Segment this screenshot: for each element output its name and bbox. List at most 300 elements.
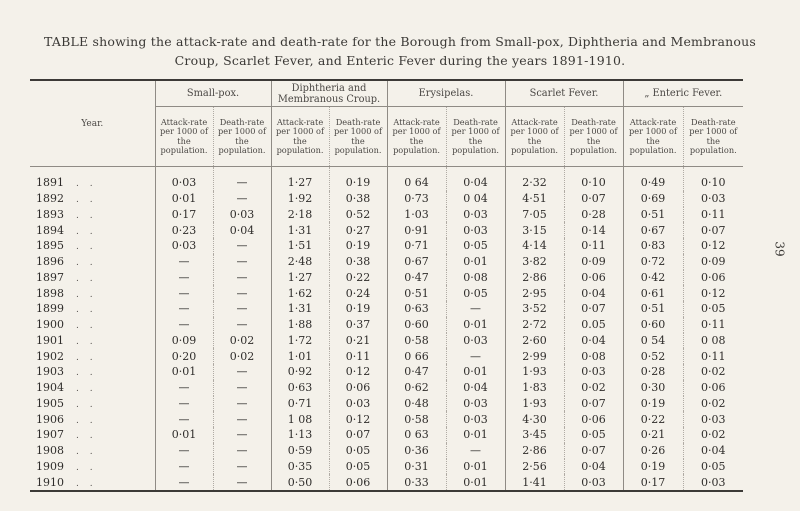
smallpox-death-rate-cell: — [213,396,271,412]
diphtheria-death-rate-cell: 0·05 [329,443,387,459]
leader-dots: . . [76,462,97,473]
erysipelas-attack-rate-cell: 0·91 [387,222,446,238]
leader-dots: . . [76,195,97,206]
diphtheria-attack-rate-cell: 1·01 [271,348,329,364]
scarlet-fever-death-rate-cell: 0·07 [564,443,623,459]
smallpox-attack-rate-cell: 0·03 [155,167,213,191]
enteric-fever-death-rate-cell: 0·05 [683,459,743,475]
table-row [30,238,743,254]
erysipelas-attack-rate-cell: 0 63 [387,427,446,443]
group-header-diphtheria: Diphtheria and Membranous Croup. [271,80,387,107]
smallpox-attack-rate-cell: 0·09 [155,333,213,349]
erysipelas-death-rate-cell: — [446,443,505,459]
leader-dots: . . [76,478,97,489]
smallpox-attack-rate-cell: 0·23 [155,222,213,238]
table-row [30,207,743,223]
erysipelas-attack-rate-cell: 0·62 [387,380,446,396]
table-header [30,80,743,167]
scarlet-fever-attack-rate-cell: 3·82 [505,254,564,270]
leader-dots: . . [76,352,97,363]
scarlet-fever-death-rate-cell: 0.05 [564,317,623,333]
smallpox-death-rate-cell: — [213,285,271,301]
enteric-fever-attack-rate-cell: 0·17 [623,474,683,491]
scarlet-fever-death-rate-cell: 0·14 [564,222,623,238]
diphtheria-attack-rate-cell: 0·50 [271,474,329,491]
table-row [30,459,743,475]
diphtheria-death-rate-cell: 0·19 [329,301,387,317]
scarlet-fever-death-rate-cell: 0·03 [564,474,623,491]
year-cell [30,427,155,443]
table-row [30,317,743,333]
table-row [30,285,743,301]
scarlet-fever-death-rate-cell: 0·04 [564,459,623,475]
diphtheria-death-rate-cell: 0·06 [329,380,387,396]
diphtheria-death-rate-cell: 0·21 [329,333,387,349]
smallpox-death-rate-cell: — [213,474,271,491]
enteric-fever-attack-rate-cell: 0·52 [623,348,683,364]
enteric-fever-attack-rate-cell: 0·22 [623,411,683,427]
group-header-enteric-fever: „ Enteric Fever. [623,80,743,107]
year-cell [30,333,155,349]
year-value: 1904 [36,381,64,395]
diphtheria-attack-rate-cell: 1·13 [271,427,329,443]
enteric-fever-death-rate-cell: 0·11 [683,317,743,333]
erysipelas-attack-rate-cell: 0·67 [387,254,446,270]
erysipelas-attack-rate-header: Attack-rate per 1000 of the population. [387,107,446,167]
smallpox-attack-rate-cell: — [155,459,213,475]
scarlet-fever-attack-rate-cell: 2·99 [505,348,564,364]
diphtheria-death-rate-cell: 0·07 [329,427,387,443]
erysipelas-death-rate-cell: 0·04 [446,380,505,396]
erysipelas-death-rate-cell: 0·03 [446,207,505,223]
scarlet-fever-attack-rate-header: Attack-rate per 1000 of the population. [505,107,564,167]
smallpox-death-rate-cell: — [213,238,271,254]
group-header-scarlet-fever: Scarlet Fever. [505,80,623,107]
diphtheria-attack-rate-cell: 1·62 [271,285,329,301]
table-row [30,364,743,380]
erysipelas-attack-rate-cell: 0 64 [387,167,446,191]
enteric-fever-attack-rate-cell: 0·61 [623,285,683,301]
leader-dots: . . [76,179,97,190]
year-cell [30,301,155,317]
year-cell [30,474,155,491]
enteric-fever-attack-rate-cell: 0·60 [623,317,683,333]
smallpox-death-rate-cell: — [213,427,271,443]
diphtheria-attack-rate-header: Attack-rate per 1000 of the population. [271,107,329,167]
enteric-fever-death-rate-cell: 0·03 [683,191,743,207]
smallpox-attack-rate-cell: — [155,317,213,333]
table-row [30,427,743,443]
erysipelas-attack-rate-cell: 0·63 [387,301,446,317]
table-row [30,348,743,364]
smallpox-death-rate-cell: — [213,411,271,427]
erysipelas-attack-rate-cell: 1·03 [387,207,446,223]
enteric-fever-death-rate-cell: 0·03 [683,411,743,427]
erysipelas-death-rate-cell: 0·01 [446,459,505,475]
scarlet-fever-death-rate-cell: 0·07 [564,396,623,412]
enteric-fever-death-rate-cell: 0·02 [683,396,743,412]
erysipelas-attack-rate-cell: 0·58 [387,411,446,427]
table-row [30,191,743,207]
erysipelas-death-rate-cell: 0·01 [446,317,505,333]
enteric-fever-attack-rate-cell: 0·69 [623,191,683,207]
enteric-fever-death-rate-cell: 0·06 [683,380,743,396]
enteric-fever-death-rate-cell: 0·06 [683,270,743,286]
diphtheria-death-rate-cell: 0·03 [329,396,387,412]
year-value: 1899 [36,302,64,316]
scarlet-fever-death-rate-cell: 0·04 [564,333,623,349]
year-value: 1909 [36,459,64,473]
scarlet-fever-death-rate-cell: 0·10 [564,167,623,191]
table-row [30,411,743,427]
smallpox-attack-rate-header: Attack-rate per 1000 of the population. [155,107,213,167]
year-cell [30,191,155,207]
smallpox-death-rate-cell: — [213,270,271,286]
scarlet-fever-death-rate-cell: 0·09 [564,254,623,270]
smallpox-attack-rate-cell: 0·20 [155,348,213,364]
leader-dots: . . [76,226,97,237]
diphtheria-attack-rate-cell: 0·63 [271,380,329,396]
year-value: 1907 [36,428,64,442]
enteric-fever-attack-rate-cell: 0·19 [623,459,683,475]
year-value: 1895 [36,239,64,253]
enteric-fever-death-rate-cell: 0·04 [683,443,743,459]
leader-dots: . . [76,305,97,316]
erysipelas-death-rate-cell: 0·08 [446,270,505,286]
year-cell [30,317,155,333]
leader-dots: . . [76,431,97,442]
year-value: 1894 [36,223,64,237]
diphtheria-death-rate-cell: 0·05 [329,459,387,475]
diphtheria-death-rate-cell: 0·52 [329,207,387,223]
caption-line-2: Croup, Scarlet Fever, and Enteric Fever during the years 1891-1910. [174,53,626,68]
scarlet-fever-death-rate-cell: 0·02 [564,380,623,396]
year-cell [30,285,155,301]
erysipelas-attack-rate-cell: 0·33 [387,474,446,491]
leader-dots: . . [76,273,97,284]
erysipelas-death-rate-cell: 0·01 [446,474,505,491]
enteric-fever-death-rate-cell: 0·12 [683,238,743,254]
scarlet-fever-attack-rate-cell: 2·86 [505,270,564,286]
leader-dots: . . [76,321,97,332]
diphtheria-death-rate-cell: 0·06 [329,474,387,491]
table-row [30,443,743,459]
scarlet-fever-death-rate-cell: 0·28 [564,207,623,223]
erysipelas-death-rate-header: Death-rate per 1000 of the population. [446,107,505,167]
diphtheria-death-rate-cell: 0·38 [329,254,387,270]
scarlet-fever-attack-rate-cell: 1·93 [505,396,564,412]
group-header-row [30,80,743,107]
scarlet-fever-attack-rate-cell: 2·95 [505,285,564,301]
leader-dots: . . [76,242,97,253]
year-value: 1892 [36,192,64,206]
enteric-fever-death-rate-cell: 0·07 [683,222,743,238]
diphtheria-death-rate-cell: 0·12 [329,411,387,427]
enteric-fever-death-rate-cell: 0·10 [683,167,743,191]
leader-dots: . . [76,289,97,300]
erysipelas-attack-rate-cell: 0·51 [387,285,446,301]
year-value: 1905 [36,396,64,410]
year-value: 1908 [36,444,64,458]
erysipelas-death-rate-cell: 0·03 [446,396,505,412]
year-value: 1903 [36,365,64,379]
smallpox-death-rate-cell: 0·02 [213,333,271,349]
leader-dots: . . [76,415,97,426]
year-cell [30,348,155,364]
scarlet-fever-attack-rate-cell: 1·41 [505,474,564,491]
diphtheria-attack-rate-cell: 0·59 [271,443,329,459]
scarlet-fever-attack-rate-cell: 4·51 [505,191,564,207]
scarlet-fever-death-rate-cell: 0·05 [564,427,623,443]
diphtheria-death-rate-cell: 0·24 [329,285,387,301]
smallpox-death-rate-cell: — [213,364,271,380]
scarlet-fever-attack-rate-cell: 7·05 [505,207,564,223]
smallpox-attack-rate-cell: — [155,396,213,412]
enteric-fever-attack-rate-cell: 0 54 [623,333,683,349]
year-column-header: Year. [30,80,155,167]
enteric-fever-attack-rate-cell: 0·67 [623,222,683,238]
diphtheria-attack-rate-cell: 1·92 [271,191,329,207]
scarlet-fever-death-rate-cell: 0·03 [564,364,623,380]
smallpox-attack-rate-cell: 0·01 [155,364,213,380]
diphtheria-death-rate-cell: 0·38 [329,191,387,207]
enteric-fever-attack-rate-cell: 0·51 [623,301,683,317]
enteric-fever-death-rate-cell: 0·11 [683,348,743,364]
smallpox-death-rate-cell: — [213,443,271,459]
diphtheria-attack-rate-cell: 0·92 [271,364,329,380]
scarlet-fever-attack-rate-cell: 3·45 [505,427,564,443]
year-cell [30,364,155,380]
enteric-fever-death-rate-cell: 0·02 [683,364,743,380]
erysipelas-death-rate-cell: 0·03 [446,411,505,427]
year-value: 1893 [36,207,64,221]
year-cell [30,411,155,427]
scarlet-fever-attack-rate-cell: 4·14 [505,238,564,254]
smallpox-death-rate-cell: — [213,167,271,191]
table-row [30,396,743,412]
erysipelas-attack-rate-cell: 0 66 [387,348,446,364]
enteric-fever-attack-rate-cell: 0·72 [623,254,683,270]
enteric-fever-attack-rate-cell: 0·19 [623,396,683,412]
year-value: 1891 [36,176,64,190]
table-row [30,474,743,491]
scarlet-fever-death-rate-header: Death-rate per 1000 of the population. [564,107,623,167]
smallpox-attack-rate-cell: — [155,270,213,286]
enteric-fever-death-rate-cell: 0·03 [683,474,743,491]
erysipelas-attack-rate-cell: 0·48 [387,396,446,412]
diphtheria-attack-rate-cell: 0·35 [271,459,329,475]
erysipelas-attack-rate-cell: 0·47 [387,364,446,380]
smallpox-attack-rate-cell: 0·01 [155,427,213,443]
diphtheria-attack-rate-cell: 1 08 [271,411,329,427]
diphtheria-attack-rate-cell: 1·27 [271,270,329,286]
table-body [30,167,743,492]
enteric-fever-attack-rate-cell: 0·83 [623,238,683,254]
erysipelas-attack-rate-cell: 0·73 [387,191,446,207]
diphtheria-attack-rate-cell: 1·31 [271,222,329,238]
erysipelas-attack-rate-cell: 0·60 [387,317,446,333]
table-row [30,254,743,270]
erysipelas-attack-rate-cell: 0·58 [387,333,446,349]
smallpox-attack-rate-cell: — [155,474,213,491]
erysipelas-death-rate-cell: 0·01 [446,427,505,443]
year-cell [30,270,155,286]
scarlet-fever-attack-rate-cell: 2·32 [505,167,564,191]
smallpox-death-rate-cell: — [213,459,271,475]
scarlet-fever-attack-rate-cell: 4·30 [505,411,564,427]
year-value: 1900 [36,318,64,332]
enteric-fever-death-rate-cell: 0·02 [683,427,743,443]
enteric-fever-attack-rate-cell: 0·21 [623,427,683,443]
smallpox-death-rate-cell: 0·04 [213,222,271,238]
leader-dots: . . [76,336,97,347]
erysipelas-death-rate-cell: 0·03 [446,333,505,349]
enteric-fever-attack-rate-cell: 0·42 [623,270,683,286]
leader-dots: . . [76,384,97,395]
leader-dots: . . [76,368,97,379]
smallpox-death-rate-cell: — [213,254,271,270]
erysipelas-death-rate-cell: — [446,348,505,364]
smallpox-attack-rate-cell: 0·01 [155,191,213,207]
erysipelas-death-rate-cell: 0·01 [446,254,505,270]
diphtheria-attack-rate-cell: 1·88 [271,317,329,333]
smallpox-death-rate-cell: — [213,380,271,396]
erysipelas-attack-rate-cell: 0·71 [387,238,446,254]
table-row [30,333,743,349]
erysipelas-death-rate-cell: 0·05 [446,285,505,301]
erysipelas-attack-rate-cell: 0·47 [387,270,446,286]
scarlet-fever-attack-rate-cell: 3·52 [505,301,564,317]
enteric-fever-death-rate-cell: 0·05 [683,301,743,317]
smallpox-attack-rate-cell: — [155,285,213,301]
smallpox-attack-rate-cell: — [155,443,213,459]
scarlet-fever-attack-rate-cell: 2·86 [505,443,564,459]
enteric-fever-death-rate-cell: 0·09 [683,254,743,270]
table-row [30,301,743,317]
erysipelas-death-rate-cell: 0·01 [446,364,505,380]
table-row [30,222,743,238]
table-row [30,167,743,191]
scarlet-fever-death-rate-cell: 0·06 [564,411,623,427]
diphtheria-death-rate-header: Death-rate per 1000 of the population. [329,107,387,167]
year-cell [30,459,155,475]
scarlet-fever-death-rate-cell: 0·08 [564,348,623,364]
enteric-fever-attack-rate-cell: 0·28 [623,364,683,380]
diphtheria-death-rate-cell: 0·27 [329,222,387,238]
smallpox-attack-rate-cell: — [155,254,213,270]
erysipelas-death-rate-cell: — [446,301,505,317]
year-value: 1901 [36,333,64,347]
enteric-fever-attack-rate-header: Attack-rate per 1000 of the population. [623,107,683,167]
erysipelas-death-rate-cell: 0·03 [446,222,505,238]
rates-table [30,79,743,492]
scarlet-fever-death-rate-cell: 0·04 [564,285,623,301]
diphtheria-attack-rate-cell: 1·31 [271,301,329,317]
scarlet-fever-attack-rate-cell: 2·60 [505,333,564,349]
enteric-fever-death-rate-header: Death-rate per 1000 of the population. [683,107,743,167]
smallpox-death-rate-cell: — [213,191,271,207]
scarlet-fever-death-rate-cell: 0·07 [564,191,623,207]
year-value: 1897 [36,270,64,284]
leader-dots: . . [76,210,97,221]
enteric-fever-death-rate-cell: 0 08 [683,333,743,349]
erysipelas-death-rate-cell: 0 04 [446,191,505,207]
year-cell [30,254,155,270]
diphtheria-death-rate-cell: 0·12 [329,364,387,380]
enteric-fever-death-rate-cell: 0·11 [683,207,743,223]
scarlet-fever-attack-rate-cell: 3·15 [505,222,564,238]
diphtheria-death-rate-cell: 0·11 [329,348,387,364]
smallpox-death-rate-cell: 0·02 [213,348,271,364]
smallpox-death-rate-cell: — [213,301,271,317]
year-cell [30,222,155,238]
erysipelas-death-rate-cell: 0·05 [446,238,505,254]
year-cell [30,238,155,254]
scarlet-fever-death-rate-cell: 0·11 [564,238,623,254]
erysipelas-attack-rate-cell: 0·36 [387,443,446,459]
smallpox-death-rate-header: Death-rate per 1000 of the population. [213,107,271,167]
diphtheria-attack-rate-cell: 1·27 [271,167,329,191]
smallpox-attack-rate-cell: 0·17 [155,207,213,223]
year-value: 1898 [36,286,64,300]
scarlet-fever-attack-rate-cell: 2·56 [505,459,564,475]
erysipelas-attack-rate-cell: 0·31 [387,459,446,475]
table-caption [20,32,780,70]
year-value: 1910 [36,475,64,489]
scarlet-fever-attack-rate-cell: 1·83 [505,380,564,396]
enteric-fever-attack-rate-cell: 0·51 [623,207,683,223]
enteric-fever-attack-rate-cell: 0·26 [623,443,683,459]
group-header-smallpox: Small-pox. [155,80,271,107]
smallpox-attack-rate-cell: — [155,411,213,427]
enteric-fever-death-rate-cell: 0·12 [683,285,743,301]
erysipelas-death-rate-cell: 0·04 [446,167,505,191]
diphtheria-death-rate-cell: 0·19 [329,238,387,254]
scarlet-fever-death-rate-cell: 0·07 [564,301,623,317]
year-value: 1896 [36,255,64,269]
group-header-erysipelas: Erysipelas. [387,80,505,107]
diphtheria-attack-rate-cell: 2·18 [271,207,329,223]
page-number: 39 [772,241,787,257]
scarlet-fever-attack-rate-cell: 2·72 [505,317,564,333]
diphtheria-death-rate-cell: 0·37 [329,317,387,333]
year-cell [30,396,155,412]
scarlet-fever-attack-rate-cell: 1·93 [505,364,564,380]
scarlet-fever-death-rate-cell: 0·06 [564,270,623,286]
smallpox-attack-rate-cell: — [155,301,213,317]
year-cell [30,207,155,223]
diphtheria-death-rate-cell: 0·19 [329,167,387,191]
enteric-fever-attack-rate-cell: 0·49 [623,167,683,191]
table-row [30,380,743,396]
enteric-fever-attack-rate-cell: 0·30 [623,380,683,396]
year-cell [30,380,155,396]
year-cell [30,443,155,459]
year-value: 1902 [36,349,64,363]
diphtheria-attack-rate-cell: 1·72 [271,333,329,349]
smallpox-death-rate-cell: — [213,317,271,333]
diphtheria-attack-rate-cell: 0·71 [271,396,329,412]
year-cell [30,167,155,191]
smallpox-death-rate-cell: 0·03 [213,207,271,223]
diphtheria-attack-rate-cell: 1·51 [271,238,329,254]
diphtheria-death-rate-cell: 0·22 [329,270,387,286]
table-row [30,270,743,286]
smallpox-attack-rate-cell: 0·03 [155,238,213,254]
year-value: 1906 [36,412,64,426]
leader-dots: . . [76,258,97,269]
diphtheria-attack-rate-cell: 2·48 [271,254,329,270]
